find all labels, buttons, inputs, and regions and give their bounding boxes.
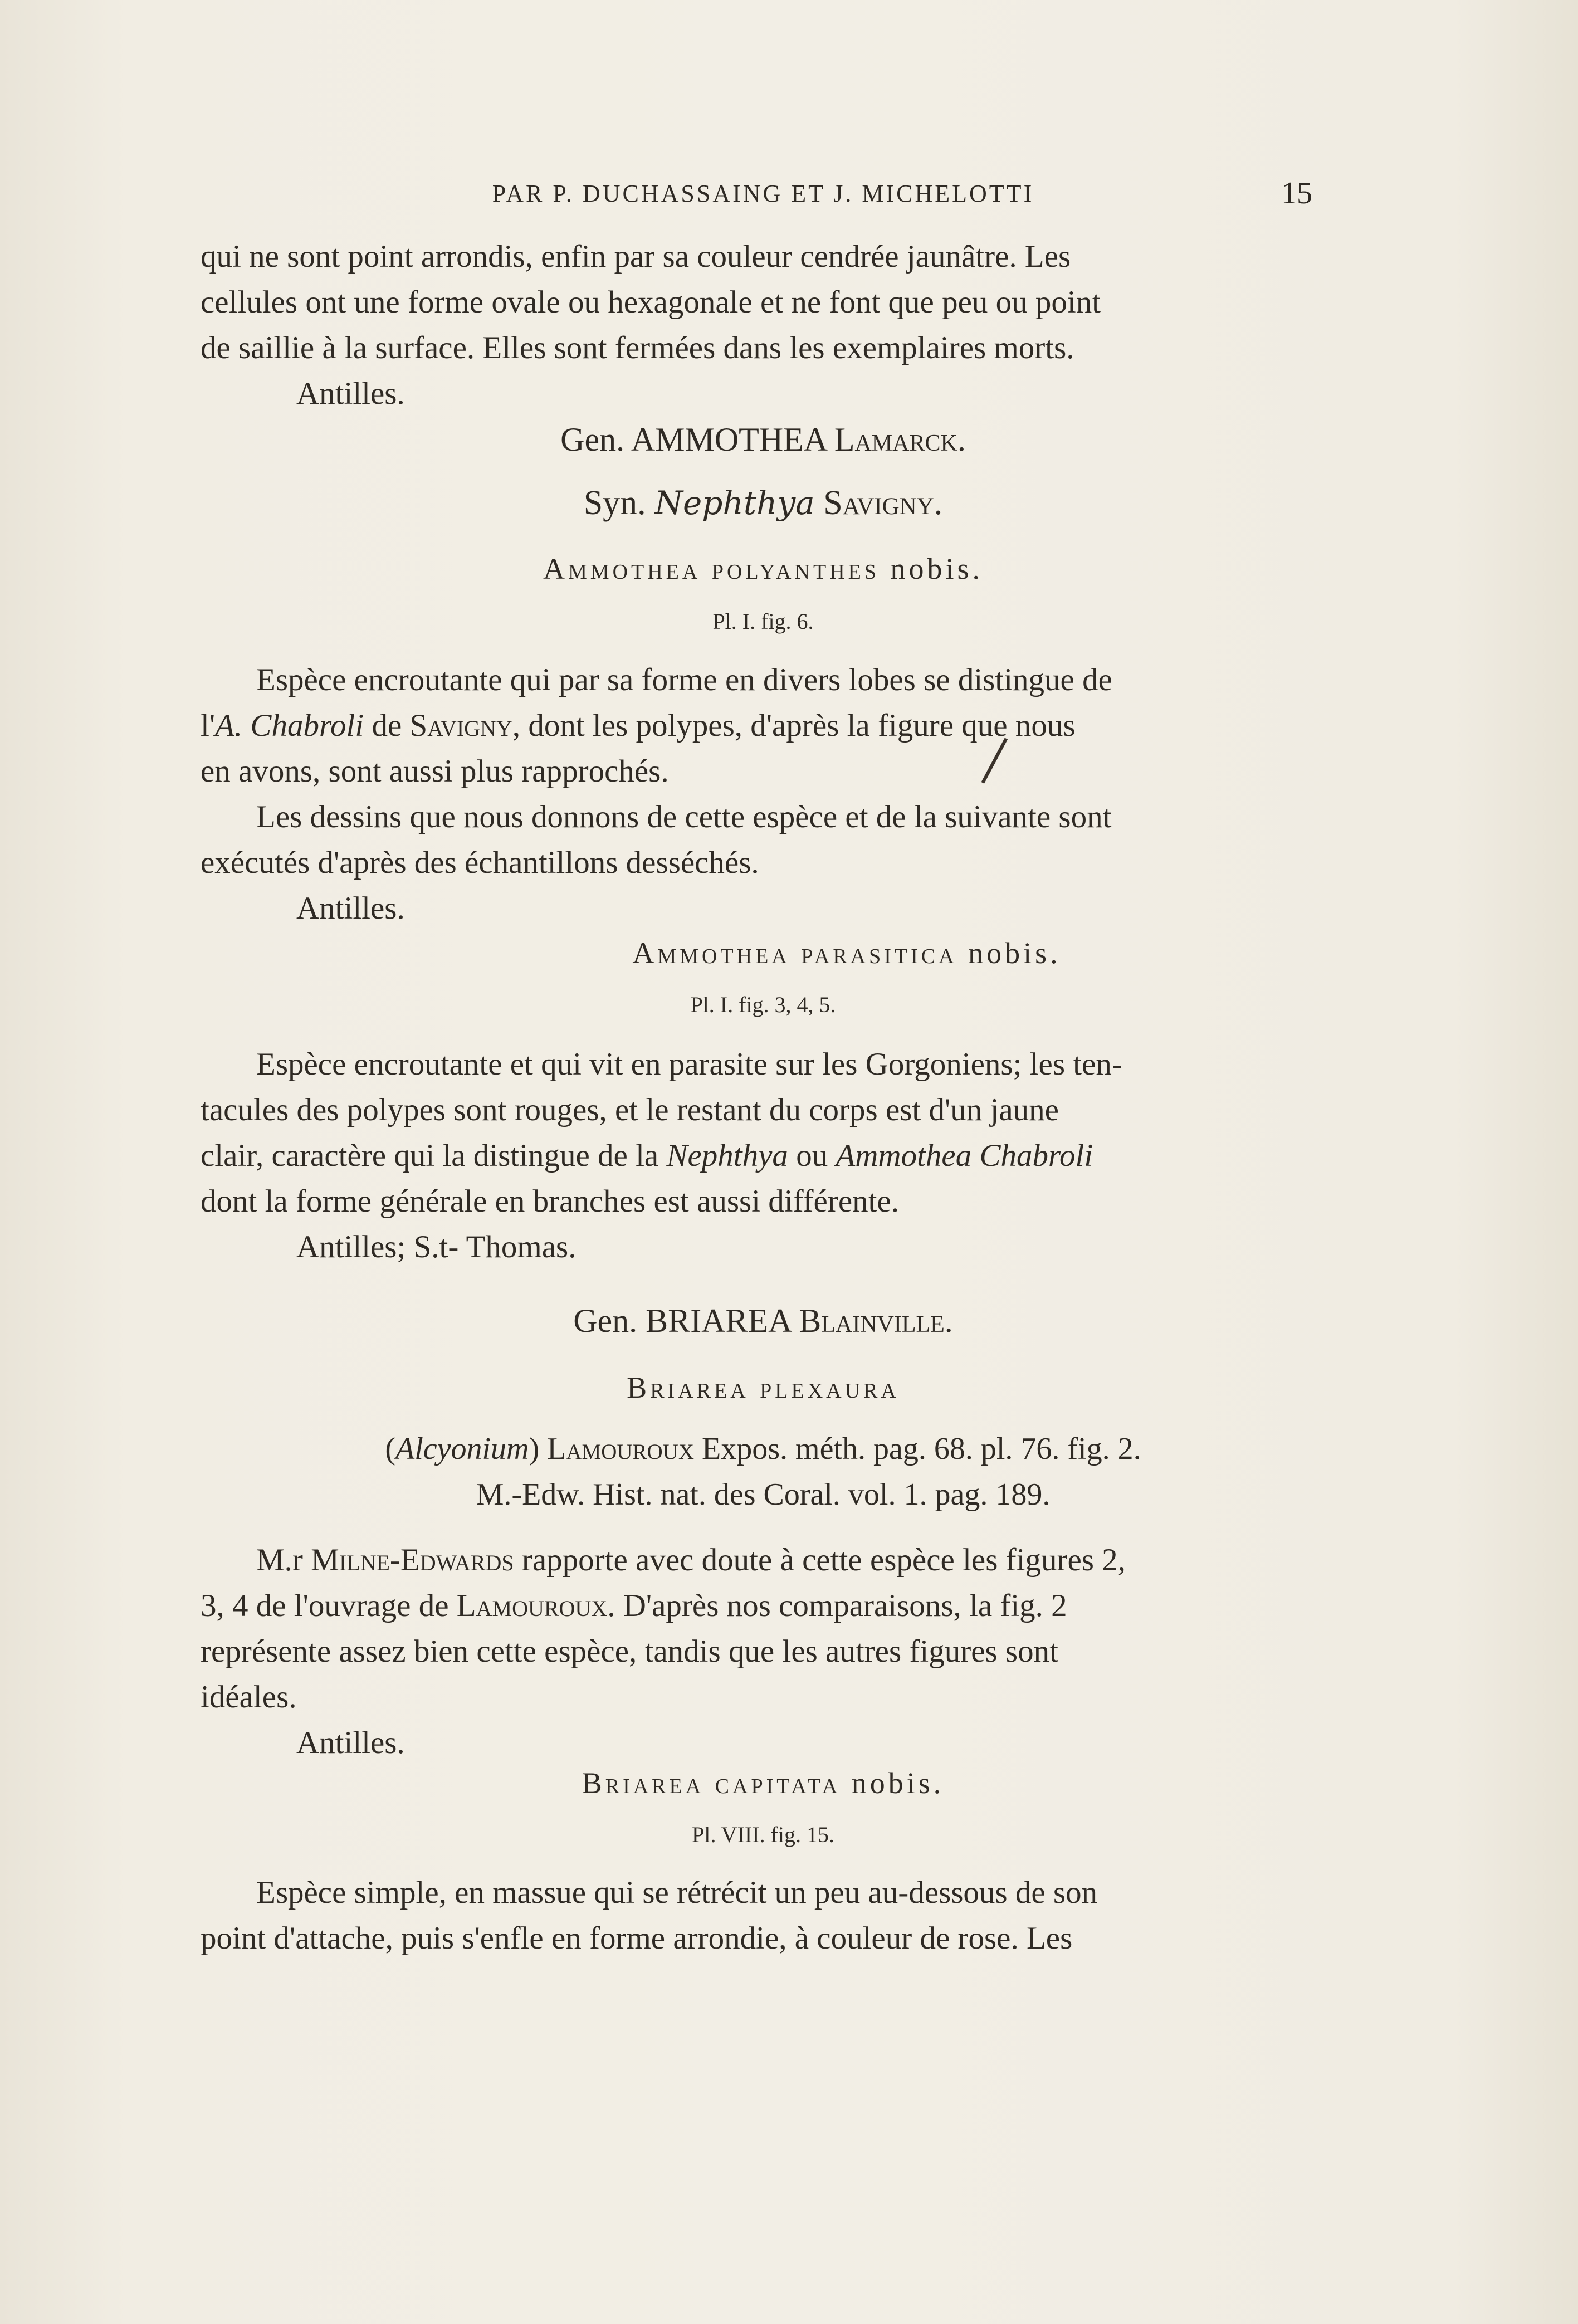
text-line: exécutés d'après des échantillons desséchés. [201, 845, 759, 880]
genus-label: Gen. [573, 1302, 638, 1339]
text-line: tacules des polypes sont rouges, et le restant du corps est d'un jaune [201, 1092, 1059, 1127]
species-genus: Ammothea [543, 552, 701, 585]
text-line: qui ne sont point arrondis, enfin par sa couleur cendrée jaunâtre. Les [201, 239, 1071, 274]
text-line: Espèce encroutante qui par sa forme en divers lobes se distingue de [256, 662, 1112, 697]
page-number: 15 [1281, 176, 1312, 211]
syn-name: Nephthya [654, 484, 815, 522]
species-epithet: polyanthes [711, 552, 880, 585]
species-heading-capitata [201, 1766, 1326, 1800]
syn-label: Syn. [583, 484, 646, 522]
text-line: de saillie à la surface. Elles sont fermées dans les exemplaires morts. [201, 330, 1074, 365]
species-genus: Briarea [582, 1766, 705, 1800]
bibliographic-reference: (Alcyonium) Lamouroux Expos. méth. pag. 68. pl. 76. fig. 2. [385, 1432, 1141, 1466]
genus-author: Blainville. [799, 1302, 953, 1339]
species-epithet: plexaura [760, 1371, 900, 1404]
text-line: représente assez bien cette espèce, tandis que les autres figures sont [201, 1634, 1058, 1669]
author-name: Savigny [409, 708, 512, 743]
species-genus: Briarea [627, 1371, 749, 1404]
text-line: point d'attache, puis s'enfle en forme arrondie, à couleur de rose. Les [201, 1921, 1073, 1956]
synonym-line [201, 484, 1326, 523]
bibliographic-reference: M.-Edw. Hist. nat. des Coral. vol. 1. pag. 189. [476, 1477, 1051, 1512]
species-genus: Ammothea [632, 936, 790, 970]
species-heading-plexaura [201, 1370, 1326, 1405]
text-line: en avons, sont aussi plus rapprochés. [201, 754, 669, 789]
genus-name: BRIAREA [646, 1302, 791, 1339]
species-name: Alcyonium [395, 1432, 529, 1466]
locality: Antilles; S.t- Thomas. [296, 1229, 577, 1264]
text-line: dont la forme générale en branches est aussi différente. [201, 1184, 899, 1219]
locality: Antilles. [296, 891, 405, 926]
intro-paragraph [201, 234, 1326, 417]
genus-author: Lamarck. [834, 421, 966, 458]
text-line: clair, caractère qui la distingue de la Nephthya ou Ammothea Chabroli [201, 1138, 1093, 1173]
plate-reference: Pl. VIII. fig. 15. [692, 1822, 834, 1847]
species-epithet: parasitica [801, 936, 957, 970]
plate-reference: Pl. I. fig. 3, 4, 5. [690, 992, 836, 1017]
description-plexaura [201, 1537, 1326, 1766]
plate-reference: Pl. I. fig. 6. [712, 609, 814, 634]
genus-label: Gen. [560, 421, 625, 458]
text-line: 3, 4 de l'ouvrage de Lamouroux. D'après nos comparaisons, la fig. 2 [201, 1588, 1067, 1623]
description-polyanthes [201, 657, 1326, 931]
description-parasitica [201, 1042, 1326, 1270]
text-line: Les dessins que nous donnons de cette espèce et de la suivante sont [256, 799, 1112, 834]
species-nobis: nobis. [890, 552, 983, 585]
genus-heading-ammothea [201, 417, 1326, 462]
species-heading-parasitica [201, 936, 1326, 970]
running-header: PAR P. DUCHASSAING ET J. MICHELOTTI [492, 180, 1034, 207]
species-name: Nephthya [666, 1138, 788, 1173]
species-name: Ammothea Chabroli [836, 1138, 1093, 1173]
text-line: M.r Milne-Edwards rapporte avec doute à cette espèce les figures 2, [256, 1542, 1126, 1578]
species-nobis: nobis. [851, 1766, 945, 1800]
text-line: cellules ont une forme ovale ou hexagonale et ne font que peu ou point [201, 285, 1101, 320]
text-line: Espèce simple, en massue qui se rétrécit un peu au-dessous de son [256, 1875, 1098, 1910]
species-epithet: capitata [715, 1766, 841, 1800]
genus-heading-briarea [201, 1298, 1326, 1344]
author-name: Milne-Edwards [311, 1542, 514, 1578]
locality: Antilles. [296, 1725, 405, 1760]
description-capitata [201, 1870, 1326, 1961]
syn-author: Savigny. [823, 484, 943, 522]
text-line: l'A. Chabroli de Savigny, dont les polypes, d'après la figure que nous [201, 708, 1076, 743]
genus-name: AMMOTHEA [631, 421, 826, 458]
author-name: Lamouroux [456, 1588, 608, 1623]
species-name: A. Chabroli [215, 708, 364, 743]
species-nobis: nobis. [968, 936, 1061, 970]
author-name: Lamouroux [547, 1432, 695, 1466]
text-line: idéales. [201, 1679, 297, 1715]
text-line: Espèce encroutante et qui vit en parasite sur les Gorgoniens; les ten- [256, 1047, 1122, 1082]
locality: Antilles. [296, 376, 405, 411]
species-heading-polyanthes [201, 551, 1326, 586]
